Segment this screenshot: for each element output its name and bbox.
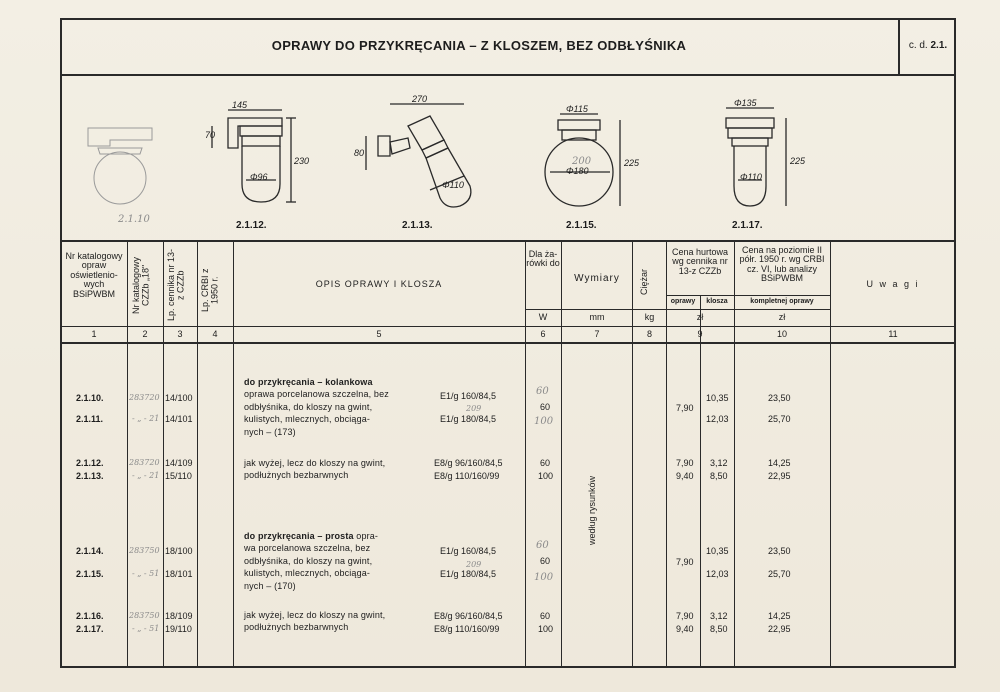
dim-label: 225 (790, 156, 806, 166)
description-line: kulistych, mlecznych, obciąga- (244, 414, 371, 425)
unit-zl: zł (778, 312, 786, 322)
dim-label: 230 (294, 156, 310, 166)
bulb-watts: 60 (540, 402, 551, 412)
dim-label: 225 (624, 158, 640, 168)
description-line: podłużnych bezbarwnych (244, 470, 349, 481)
price-shade: 12,03 (706, 414, 729, 424)
figure-label: 2.1.13. (402, 220, 433, 231)
description-group-4 (244, 609, 434, 634)
price-list-lp: 14/101 (165, 414, 193, 424)
figure-label: 2.1.17. (732, 220, 763, 231)
price-shade: 8,50 (710, 624, 728, 634)
section-number: 2.1. (930, 40, 948, 51)
dim-label: Φ115 (566, 104, 588, 114)
description-line: podłużnych bezbarwnych (244, 622, 349, 633)
header-price-shade: klosza (706, 298, 728, 305)
column-number: 4 (212, 329, 218, 339)
header-rule (60, 326, 956, 327)
column-number: 8 (646, 329, 652, 339)
price-list-lp: 14/100 (165, 393, 193, 403)
bulb-watts-pencil: 100 (534, 416, 554, 427)
column-number: 6 (540, 329, 546, 339)
dim-label: Φ180 (566, 166, 589, 176)
price-complete: 14,25 (768, 458, 791, 468)
bulb-watts-pencil: 100 (534, 572, 554, 583)
catalog-number: 2.1.12. (76, 458, 104, 468)
header-remarks: U w a g i (866, 279, 920, 289)
bulb-dimensions: E8/g 96/160/84,5 (434, 611, 503, 621)
bulb-watts: 60 (540, 611, 551, 621)
price-complete: 14,25 (768, 611, 791, 621)
column-divider (830, 242, 831, 668)
figure-label: 2.1.15. (566, 220, 597, 231)
price-fixture: 7,90 (676, 611, 694, 621)
header-complete-fixture: kompletnej oprawy (750, 298, 814, 305)
figure-label: 2.1.12. (236, 220, 267, 231)
price-list-lp: 15/110 (165, 471, 192, 481)
description-line: oprawa porcelanowa szczelna, bez (244, 389, 389, 400)
czzb-number: 283750 (129, 611, 160, 620)
description-line: jak wyżej, lecz do kloszy na gwint, (244, 610, 386, 620)
bulb-dimensions: E1/g 180/84,5 (440, 569, 497, 579)
header-price-list-lp: Lp. cennika nr 13-z CZZb (166, 248, 186, 322)
dim-label: 145 (232, 100, 248, 110)
czzb-number: 283720 (129, 458, 160, 467)
description-line: jak wyżej, lecz do kloszy na gwint, (244, 458, 386, 468)
description-group-1 (244, 376, 434, 438)
bulb-watts-pencil: 60 (536, 386, 549, 397)
price-fixture: 7,90 (676, 557, 694, 567)
czzb-number: 283720 (129, 393, 160, 402)
description-group-2 (244, 457, 434, 482)
catalog-number: 2.1.13. (76, 471, 104, 481)
catalog-number: 2.1.16. (76, 611, 104, 621)
czzb-number: - „ - 21 (132, 471, 160, 480)
dim-label: 270 (412, 94, 428, 104)
header-wholesale-price: Cena hurtowa wg cennika nr 13-z CZZb (671, 247, 729, 276)
column-number: 7 (594, 329, 600, 339)
czzb-number: - „ - 51 (132, 569, 160, 578)
bulb-dimensions: E1/g 180/84,5 (440, 414, 497, 424)
dim-label: Φ96 (250, 172, 268, 182)
description-line: nych – (173) (244, 426, 296, 437)
header-dimensions: Wymiary (574, 273, 620, 284)
dim-label: 70 (205, 130, 216, 140)
pencil-note: 209 (466, 404, 482, 413)
column-divider (233, 242, 234, 668)
unit-watts: W (538, 312, 548, 322)
price-fixture: 9,40 (676, 624, 694, 634)
price-complete: 22,95 (768, 471, 791, 481)
bulb-watts: 60 (540, 458, 551, 468)
header-description: OPIS OPRAWY I KLOSZA (315, 279, 443, 289)
dim-label: 80 (354, 148, 365, 158)
column-number: 9 (697, 329, 703, 339)
price-complete: 23,50 (768, 546, 791, 556)
group-heading: do przykręcania – prosta (244, 531, 354, 541)
price-shade: 3,12 (710, 611, 728, 621)
column-divider (127, 242, 128, 668)
dim-label: Φ135 (734, 98, 757, 108)
header-price-fixture: oprawy (670, 298, 696, 305)
price-complete: 25,70 (768, 414, 791, 424)
price-shade: 10,35 (706, 393, 729, 403)
czzb-number: - „ - 51 (132, 624, 160, 633)
column-number: 3 (177, 329, 183, 339)
price-complete: 25,70 (768, 569, 791, 579)
price-list-lp: 19/110 (165, 624, 192, 634)
catalog-number: 2.1.15. (76, 569, 104, 579)
dim-label: Φ110 (442, 180, 464, 190)
czzb-number: - „ - 21 (132, 414, 160, 423)
bulb-watts-pencil: 60 (536, 540, 549, 551)
description-group-3 (244, 530, 434, 592)
catalog-number: 2.1.10. (76, 393, 104, 403)
units-rule (525, 309, 830, 310)
description-line: nych – (170) (244, 580, 296, 591)
czzb-number: 283750 (129, 546, 160, 555)
price-shade: 8,50 (710, 471, 728, 481)
catalog-number: 2.1.11. (76, 414, 104, 424)
column-divider (700, 295, 701, 668)
price-shade: 3,12 (710, 458, 728, 468)
bulb-dimensions: E8/g 110/160/99 (434, 471, 500, 481)
section-prefix: c. d. (908, 40, 928, 51)
column-number: 2 (142, 329, 148, 339)
header-czzb-number: Nr katalogowy CZZb „18" (131, 256, 151, 314)
unit-kg: kg (644, 312, 655, 322)
header-weight: Ciężar (639, 269, 649, 296)
price-list-lp: 18/101 (165, 569, 193, 579)
column-divider (525, 242, 526, 668)
catalog-number: 2.1.17. (76, 624, 104, 634)
catalog-number: 2.1.14. (76, 546, 104, 556)
description-line: kulistych, mlecznych, obciąga- (244, 568, 371, 579)
figure-label-pencil: 2.1.10 (118, 214, 150, 225)
bulb-dimensions: E1/g 160/84,5 (440, 546, 497, 556)
column-divider (163, 242, 164, 668)
price-list-lp: 14/109 (165, 458, 193, 468)
column-divider (666, 242, 667, 668)
bulb-watts: 100 (538, 471, 554, 481)
dim-pencil: 200 (572, 156, 592, 167)
header-bulb: Dla ża-rówki do (526, 249, 560, 269)
header-level-price: Cena na poziomie II półr. 1950 r. wg CRBI cz. VI, lub analizy BSiPWBM (739, 245, 825, 284)
unit-zl: zł (696, 312, 704, 322)
description-line: wa porcelanowa szczelna, bez (244, 543, 371, 554)
subheader-rule (666, 295, 830, 296)
unit-mm: mm (589, 312, 605, 322)
price-fixture: 7,90 (676, 458, 694, 468)
dimensions-note: według rysunków (587, 475, 597, 545)
numbers-rule (60, 342, 956, 344)
column-number: 11 (888, 329, 898, 339)
bulb-dimensions: E8/g 96/160/84,5 (434, 458, 503, 468)
column-number: 10 (776, 329, 787, 339)
column-divider (561, 242, 562, 668)
bulb-dimensions: E1/g 160/84,5 (440, 391, 497, 401)
price-list-lp: 18/100 (165, 546, 193, 556)
page-title: OPRAWY DO PRZYKRĘCANIA – Z KLOSZEM, BEZ ODBŁYŚNIKA (271, 38, 687, 53)
pencil-note: 209 (466, 560, 482, 569)
header-catalog-number: Nr katalogowy opraw oświetlenio-wych BSiPWBM (65, 251, 123, 299)
column-number: 1 (91, 329, 97, 339)
column-number: 5 (376, 329, 382, 339)
price-fixture: 7,90 (676, 403, 694, 413)
price-complete: 23,50 (768, 393, 791, 403)
bulb-watts: 100 (538, 624, 554, 634)
header-crbi-lp: Lp. CRBI z 1950 r. (200, 268, 220, 312)
price-shade: 12,03 (706, 569, 729, 579)
bulb-watts: 60 (540, 556, 551, 566)
bulb-dimensions: E8/g 110/160/99 (434, 624, 500, 634)
description-line: odbłyśnika, do kloszy na gwint, (244, 555, 373, 566)
dim-label: Φ110 (740, 172, 762, 182)
description-line: odbłyśnika, do kloszy na gwint, (244, 401, 373, 412)
price-complete: 22,95 (768, 624, 791, 634)
column-divider (197, 242, 198, 668)
group-heading-tail: opra- (356, 531, 379, 541)
price-list-lp: 18/109 (165, 611, 193, 621)
column-divider (632, 242, 633, 668)
column-divider (734, 242, 735, 668)
price-fixture: 9,40 (676, 471, 694, 481)
group-heading: do przykręcania – kolankowa (244, 377, 373, 387)
price-shade: 10,35 (706, 546, 729, 556)
